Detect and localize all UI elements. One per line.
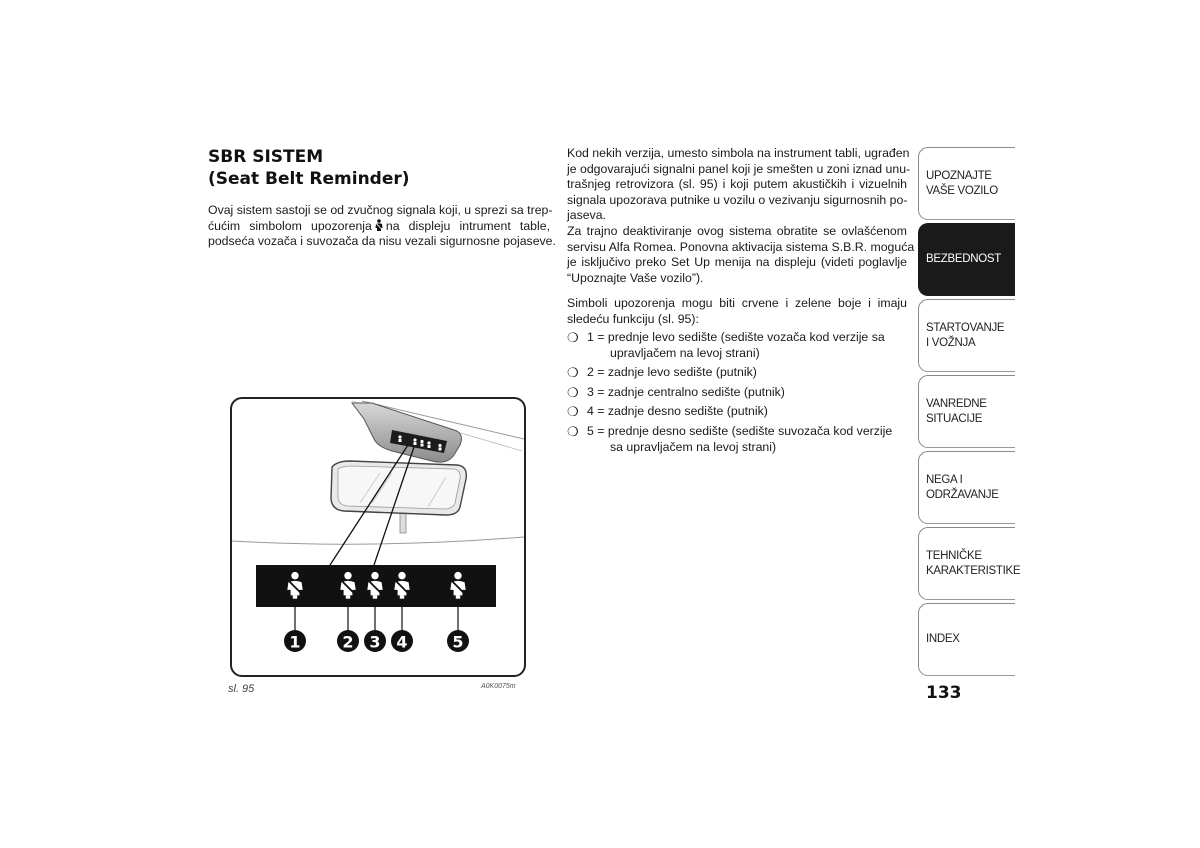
panel-line: Za trajno deaktiviranje ovog sistema obratite se ovlašćenom (567, 223, 907, 238)
intro-line-1: Ovaj sistem sastoji se od zvučnog signala koji, u sprezi sa trep- (208, 203, 553, 217)
svg-text:3: 3 (369, 632, 381, 652)
tab-label: VAŠE VOZILO (926, 184, 998, 197)
intro-line-3: podseća vozača i suvozača da nisu vezali sigurnosne pojaseve. (208, 234, 556, 249)
symbols-line: Simboli upozorenja mogu biti crvene i zelene boje i imaju (567, 296, 907, 310)
panel-line: Kod nekih verzija, umesto simbola na instrument tabli, ugrađen (567, 146, 910, 160)
list-item-line-1: 3 = zadnje centralno sedište (putnik) (587, 384, 785, 399)
svg-text:5: 5 (452, 632, 464, 652)
list-item (567, 330, 907, 361)
panel-line: je odgovarajući signalni panel koji je smešten u zoni iznad unu- (567, 161, 911, 176)
intro-line-2-a: ćućim simbolom upozorenja (208, 218, 372, 233)
seat-number-3 (364, 630, 386, 652)
circle-bullet-icon: ❍ (567, 384, 579, 400)
intro-line-2 (208, 219, 550, 235)
tab-nega-i-odrzavanje[interactable] (918, 451, 1015, 524)
heading-line-2: (Seat Belt Reminder) (208, 169, 410, 189)
tab-label: I VOŽNJA (926, 336, 976, 349)
circle-bullet-icon: ❍ (567, 330, 579, 345)
intro-paragraph (208, 203, 556, 250)
panel-description (567, 146, 915, 286)
list-item-line-1: 1 = prednje levo sedište (sedište vozača kod verzije sa (587, 330, 885, 344)
seatbelt-panel-figure (230, 397, 526, 677)
seat-number-4 (391, 630, 413, 652)
list-item (567, 365, 907, 381)
tab-label: VANREDNE (926, 397, 987, 410)
list-item-line-2: upravljačem na levoj strani) (610, 345, 760, 360)
list-item (567, 424, 907, 455)
tab-upoznajte-vase-vozilo[interactable] (918, 147, 1015, 220)
list-item-line-1: 4 = zadnje desno sedište (putnik) (587, 404, 768, 419)
number-leaders (295, 607, 458, 631)
list-item-line-1: 2 = zadnje levo sedište (putnik) (587, 365, 757, 380)
tab-index[interactable] (918, 603, 1015, 676)
tab-bezbednost[interactable] (918, 223, 1015, 296)
symbols-intro (567, 296, 907, 327)
tab-label: SITUACIJE (926, 412, 983, 425)
section-heading (208, 146, 410, 190)
tab-startovanje-i-voznja[interactable] (918, 299, 1015, 372)
svg-text:2: 2 (342, 632, 354, 652)
page-number: 133 (926, 683, 962, 703)
list-item-line-2: sa upravljačem na levoj strani) (610, 439, 777, 454)
list-item-line-1: 5 = prednje desno sedište (sedište suvozača kod verzije (587, 423, 893, 438)
panel-line: servisu Alfa Romea. Ponovna aktivacija sistema S.B.R. moguća (567, 239, 915, 254)
tab-label: BEZBEDNOST (926, 253, 1001, 265)
seat-number-2 (337, 630, 359, 652)
tab-tehnicke-karakteristike[interactable] (918, 527, 1021, 600)
circle-bullet-icon: ❍ (567, 404, 579, 420)
tab-vanredne-situacije[interactable] (918, 375, 1015, 448)
headliner-edge (232, 537, 524, 544)
panel-line: jaseva. (567, 208, 606, 223)
tab-label: UPOZNAJTE (926, 169, 992, 182)
list-item (567, 385, 907, 401)
seat-number-1 (284, 630, 306, 652)
seatbelt-icon (374, 219, 384, 232)
tab-label: ODRŽAVANJE (926, 488, 999, 501)
intro-line-2-b: na displeju intrument table, (385, 218, 550, 233)
seat-number-5 (447, 630, 469, 652)
figure-code: A0K0075m (481, 683, 516, 690)
panel-line: “Upoznajte Vaše vozilo”). (567, 270, 704, 285)
seat-list (567, 330, 907, 459)
svg-text:1: 1 (289, 632, 301, 652)
tab-label: KARAKTERISTIKE (926, 564, 1021, 577)
symbols-line: sledeću funkciju (sl. 95): (567, 311, 699, 326)
mirror-glass (338, 466, 460, 509)
circle-bullet-icon: ❍ (567, 365, 579, 381)
figure-caption: sl. 95 (228, 683, 255, 695)
svg-text:4: 4 (396, 632, 408, 652)
heading-line-1: SBR SISTEM (208, 147, 324, 167)
figure-illustration (232, 399, 524, 675)
tab-label: STARTOVANJE (926, 321, 1005, 334)
panel-line: trašnjeg retrovizora (sl. 95) i koji putem akustičkih i vizuelnih (567, 177, 907, 192)
panel-line: je isključivo preko Set Up menija na displeju (videti poglavlje (567, 255, 907, 270)
tab-label: TEHNIČKE (926, 549, 982, 562)
tab-label: NEGA I (926, 473, 963, 486)
circle-bullet-icon: ❍ (567, 423, 579, 439)
panel-line: signala upozorava putnike u vozilu o vezivanju sigurnosnih po- (567, 192, 908, 207)
list-item (567, 404, 907, 420)
tab-label: INDEX (926, 633, 960, 645)
